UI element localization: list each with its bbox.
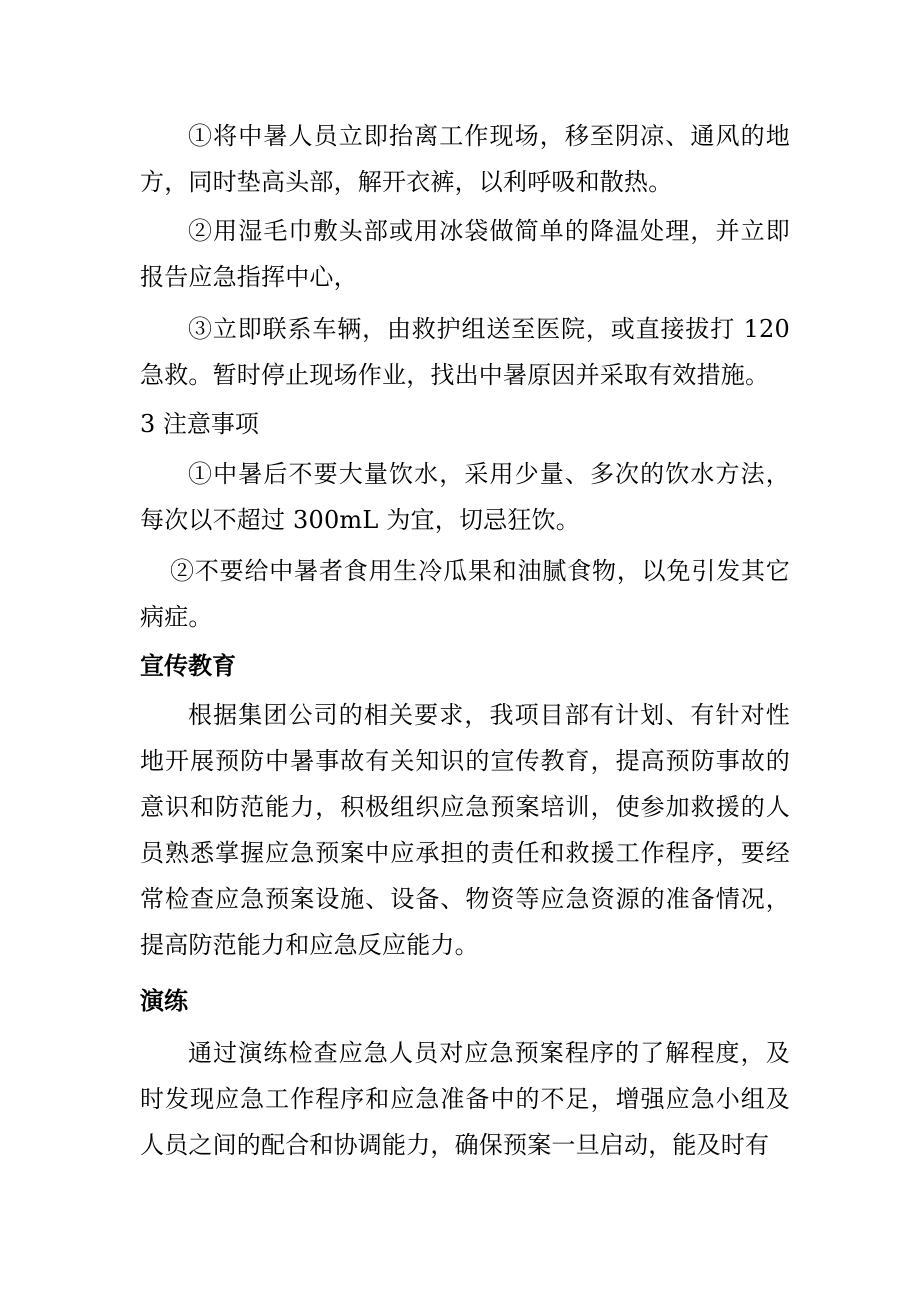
- note-1-paragraph: ①中暑后不要大量饮水，采用少量、多次的饮水方法，每次以不超过 300mL 为宜，切忌狂饮。: [140, 460, 790, 534]
- step-3-paragraph: ③立即联系车辆，由救护组送至医院，或直接拔打 120 急救。暂时停止现场作业，找出中暑原因并采取有效措施。: [140, 315, 790, 389]
- step-1-paragraph: ①将中暑人员立即抬离工作现场，移至阴凉、通风的地方，同时垫高头部，解开衣裤，以利呼吸和散热。: [140, 122, 790, 196]
- drill-paragraph: 通过演练检查应急人员对应急预案程序的了解程度，及时发现应急工作程序和应急准备中的不足，增强应急小组及人员之间的配合和协调能力，确保预案一旦启动，能及时有: [140, 1039, 790, 1159]
- note-2-paragraph: ②不要给中暑者食用生冷瓜果和油腻食物，以免引发其它病症。: [140, 557, 790, 631]
- heading-education: 宣传教育: [140, 652, 236, 680]
- step-2-paragraph: ②用湿毛巾敷头部或用冰袋做简单的降温处理，并立即报告应急指挥中心，: [140, 217, 790, 291]
- education-paragraph: 根据集团公司的相关要求，我项目部有计划、有针对性地开展预防中暑事故有关知识的宣传教育，提高预防事故的意识和防范能力，积极组织应急预案培训，使参加救援的人员熟悉掌握应急预案中应承担的责任和救援工作程序，要经常检查应急预案设施、设备、物资等应急资源的准备情况，提高防范能力和应急反应能力。: [140, 701, 790, 959]
- heading-drill: 演练: [140, 987, 188, 1015]
- section-3-title: 3 注意事项: [140, 410, 259, 438]
